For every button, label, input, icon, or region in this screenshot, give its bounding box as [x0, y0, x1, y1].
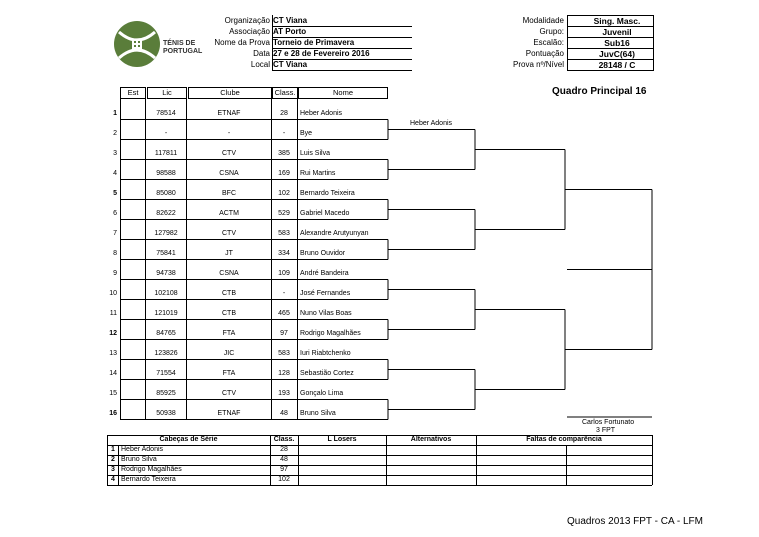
seeds-header-cls: Class. [273, 436, 295, 443]
logo-text: TÉNIS DE PORTUGAL [163, 40, 203, 55]
player-club: BFC [222, 190, 236, 197]
draw-position: 8 [113, 250, 117, 257]
player-license: 85080 [156, 190, 176, 197]
event-value: Sub16 [604, 38, 630, 48]
referee-org: 3 FPT [596, 427, 616, 434]
draw-position: 14 [109, 370, 117, 377]
player-name: Bernardo Teixeira [300, 190, 355, 197]
referee-name: Carlos Fortunato [582, 419, 635, 426]
draw-position: 11 [109, 310, 117, 317]
player-name: Sebastião Cortez [300, 370, 354, 377]
player-name: Bruno Silva [300, 410, 336, 417]
player-name: José Fernandes [300, 290, 351, 297]
player-license: 78514 [156, 110, 176, 117]
info-label: Associação [229, 27, 270, 36]
seed-number: 3 [111, 466, 115, 473]
player-club: - [227, 130, 231, 137]
seed-player-name: Heber Adonis [121, 446, 164, 453]
event-value: Juvenil [602, 27, 632, 37]
player-ranking: 583 [278, 350, 290, 357]
player-license: 123826 [154, 350, 178, 357]
player-club: ETNAF [217, 410, 241, 417]
seed-ranking: 97 [280, 466, 288, 473]
player-club: JIC [223, 350, 235, 357]
draw-position: 5 [113, 190, 117, 197]
player-license: 98588 [156, 170, 176, 177]
draw-position: 9 [113, 270, 117, 277]
player-club: CTV [222, 150, 236, 157]
seed-number: 4 [111, 476, 115, 483]
seed-number: 2 [111, 456, 115, 463]
info-label: Data [253, 49, 270, 58]
column-header-lic: Lic [147, 87, 187, 99]
player-license: 84765 [156, 330, 176, 337]
event-value: 28148 / C [598, 60, 636, 70]
player-ranking: 109 [278, 270, 290, 277]
player-club: CTB [222, 290, 236, 297]
player-club: CTV [222, 390, 236, 397]
player-license: 85925 [156, 390, 176, 397]
player-ranking: 583 [278, 230, 290, 237]
player-ranking: 385 [278, 150, 290, 157]
player-license: - [164, 130, 168, 137]
info-value: CT Viana [273, 16, 308, 25]
seeds-header-cab: Cabeças de Série [159, 436, 218, 443]
player-license: 71554 [156, 370, 176, 377]
player-ranking: 193 [278, 390, 290, 397]
draw-position: 10 [109, 290, 117, 297]
seeds-header-alt: Alternativos [410, 436, 452, 443]
event-label: Prova nº/Nível [513, 60, 564, 69]
player-name: Rui Martins [300, 170, 336, 177]
player-ranking: 465 [278, 310, 290, 317]
event-label: Pontuação [525, 49, 564, 58]
seed-player-name: Rodrigo Magalhães [121, 466, 182, 473]
seed-player-name: Bruno Silva [121, 456, 157, 463]
player-ranking: 102 [278, 190, 290, 197]
player-name: Luis Silva [300, 150, 330, 157]
draw-position: 6 [113, 210, 117, 217]
draw-position: 7 [113, 230, 117, 237]
seed-player-name: Bernardo Teixeira [121, 476, 176, 483]
player-name: Heber Adonis [300, 110, 343, 117]
column-header-clube: Clube [188, 87, 272, 99]
player-name: Gabriel Macedo [300, 210, 350, 217]
seeds-table-divider [566, 445, 567, 485]
player-license: 121019 [154, 310, 178, 317]
player-ranking: 334 [278, 250, 290, 257]
event-label: Grupo: [539, 27, 564, 36]
player-ranking: - [282, 130, 286, 137]
player-club: ETNAF [217, 110, 241, 117]
event-label: Escalão: [533, 38, 564, 47]
player-name: Gonçalo Lima [300, 390, 344, 397]
info-label: Local [250, 60, 270, 69]
draw-title: Quadro Principal 16 [552, 86, 647, 97]
seed-ranking: 102 [278, 476, 290, 483]
column-header-class: Class. [272, 87, 298, 99]
player-name: Nuno Vilas Boas [300, 310, 352, 317]
player-license: 117811 [154, 150, 178, 157]
event-value: JuvC(64) [599, 49, 635, 59]
player-ranking: 169 [278, 170, 290, 177]
player-license: 82622 [156, 210, 176, 217]
player-name: Alexandre Arutyunyan [300, 230, 369, 237]
player-club: CSNA [219, 170, 239, 177]
player-ranking: 28 [280, 110, 288, 117]
info-value: 27 e 28 de Fevereiro 2016 [273, 49, 370, 58]
seeds-header-faltas: Faltas de comparência [526, 436, 602, 443]
player-license: 94738 [156, 270, 176, 277]
seed-ranking: 48 [280, 456, 288, 463]
event-value: Sing. Masc. [593, 16, 641, 26]
column-header-nome: Nome [298, 87, 388, 99]
player-club: FTA [222, 330, 236, 337]
info-value: Torneio de Primavera [273, 38, 355, 47]
player-license: 127982 [154, 230, 178, 237]
player-ranking: 97 [280, 330, 288, 337]
draw-position: 16 [109, 410, 117, 417]
seed-ranking: 28 [280, 446, 288, 453]
info-value: AT Porto [273, 27, 307, 36]
player-ranking: 48 [280, 410, 288, 417]
footer-text: Quadros 2013 FPT - CA - LFM [567, 516, 703, 527]
player-name: Iuri Riabtchenko [300, 350, 351, 357]
player-club: JT [225, 250, 233, 257]
column-header-est: Est [120, 87, 146, 99]
player-club: CTV [222, 230, 236, 237]
draw-position: 15 [109, 390, 117, 397]
seeds-table-divider [118, 445, 119, 485]
event-label: Modalidade [522, 16, 564, 25]
seeds-table-row-line [107, 445, 652, 446]
draw-position: 1 [113, 110, 117, 117]
player-club: ACTM [219, 210, 239, 217]
player-ranking: 128 [278, 370, 290, 377]
player-ranking: 529 [278, 210, 290, 217]
player-license: 102108 [154, 290, 178, 297]
draw-position: 12 [109, 330, 117, 337]
info-value: CT Viana [273, 60, 308, 69]
player-club: FTA [222, 370, 236, 377]
seeds-table-row-line [107, 455, 652, 456]
draw-position: 2 [113, 130, 117, 137]
player-name: Bruno Ouvidor [300, 250, 346, 257]
seeds-table-divider [652, 435, 653, 485]
player-club: CTB [222, 310, 236, 317]
info-label: Organização [224, 16, 270, 25]
seed-number: 1 [111, 446, 115, 453]
player-club: CSNA [219, 270, 239, 277]
seeds-table-row-line [107, 485, 652, 486]
player-license: 75841 [156, 250, 176, 257]
player-name: Bye [300, 130, 313, 137]
info-label: Nome da Prova [214, 38, 270, 47]
player-name: André Bandeira [300, 270, 349, 277]
player-license: 50938 [156, 410, 176, 417]
round2-winner-name: Heber Adonis [410, 120, 453, 127]
seeds-table-row-line [107, 475, 652, 476]
player-name: Rodrigo Magalhães [300, 330, 361, 337]
seeds-table-row-line [107, 465, 652, 466]
player-ranking: - [282, 290, 286, 297]
seeds-header-losers: L Losers [327, 436, 357, 443]
draw-position: 3 [113, 150, 117, 157]
draw-position: 13 [109, 350, 117, 357]
draw-position: 4 [113, 170, 117, 177]
